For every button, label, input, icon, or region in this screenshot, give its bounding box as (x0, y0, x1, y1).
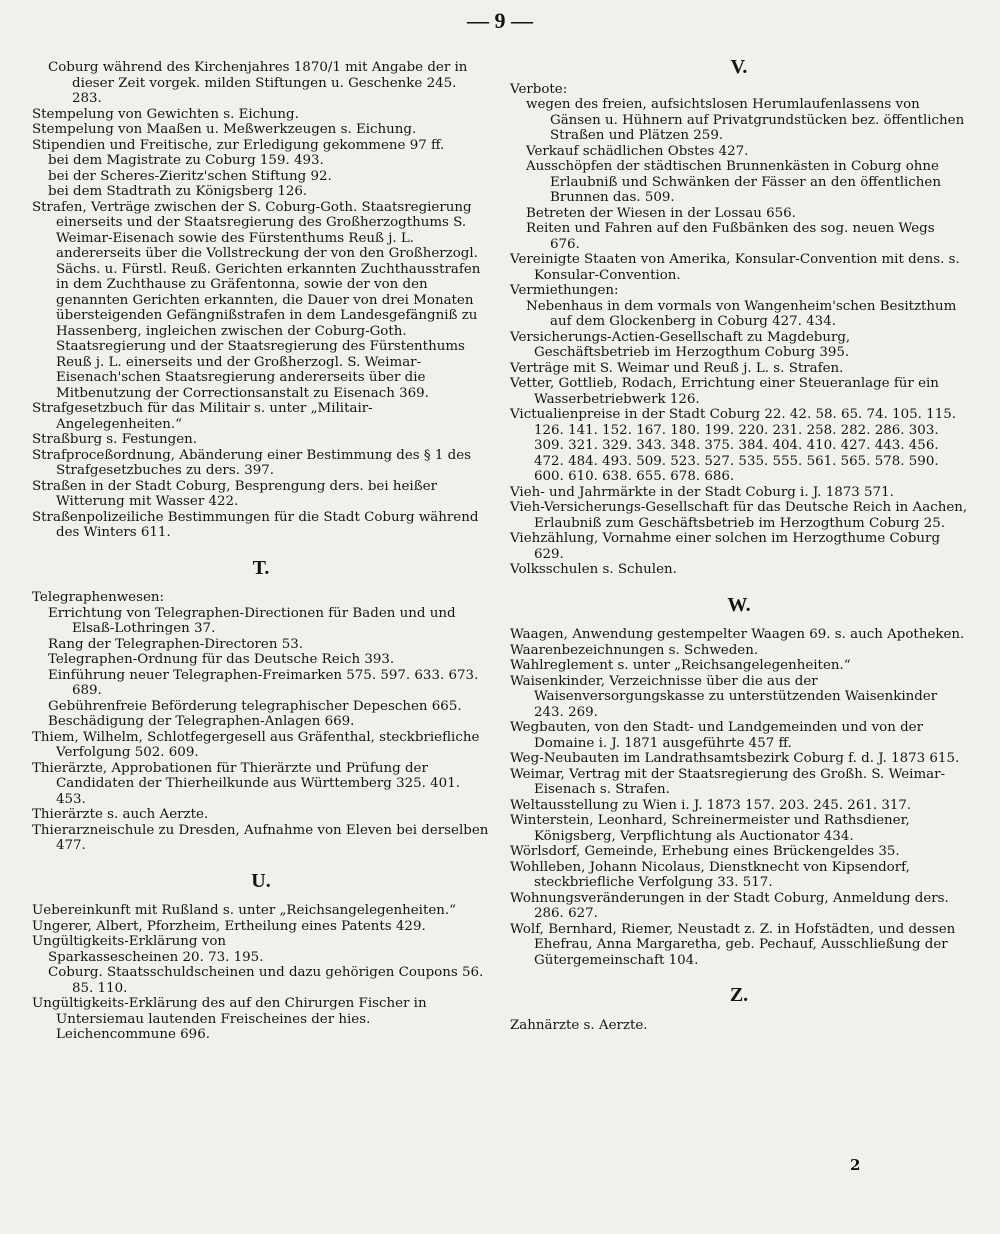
index-entry: Errichtung von Telegraphen-Directionen für Baden und und Elsaß-Lothringen 37. (48, 605, 456, 636)
index-entry: Ungültigkeits-Erklärung von (32, 934, 227, 949)
index-entry: Stipendien und Freitische, zur Erledigung gekommene 97 ff. (32, 137, 445, 153)
index-entry: Winterstein, Leonhard, Schreinermeister und Rathsdiener, Königsberg, Verpflichtung als Auctionator 434. (510, 813, 910, 844)
index-entry: Vieh-Versicherungs-Gesellschaft für das Deutsche Reich in Aachen, Erlaubniß zum Geschäftsbetrieb im Herzogthum Coburg 25. (510, 500, 968, 531)
index-entry: Coburg. Staatsschuldscheinen und dazu gehörigen Coupons 56. 85. 110. (48, 965, 484, 996)
index-entry: Weimar, Vertrag mit der Staatsregierung des Großh. S. Weimar-Eisenach s. Strafen. (510, 766, 946, 797)
index-entry: Ausschöpfen der städtischen Brunnenkästen in Coburg ohne Erlaubniß und Schwänken der Fässer an den öffentlichen Brunnen das. 509. (526, 159, 941, 205)
index-entry: Reiten und Fahren auf den Fußbänken des sog. neuen Wegs 676. (526, 221, 935, 252)
index-entry: Coburg während des Kirchenjahres 1870/1 mit Angabe der in dieser Zeit vorgek. milden Stiftungen u. Geschenke 245. 283. (48, 60, 468, 106)
index-entry: Versicherungs-Actien-Gesellschaft zu Magdeburg, Geschäftsbetrieb im Herzogthum Coburg 395. (510, 329, 851, 360)
index-entry: Verträge mit S. Weimar und Reuß j. L. s. Strafen. (510, 360, 844, 376)
index-entry: Straßen in der Stadt Coburg, Besprengung ders. bei heißer Witterung mit Wasser 422. (32, 478, 437, 509)
index-entry: Weg-Neubauten im Landrathsamtsbezirk Coburg f. d. J. 1873 615. (510, 751, 960, 766)
index-entry: Thierärzte, Approbationen für Thierärzte und Prüfung der Candidaten der Thierheilkunde aus Württemberg 325. 401. 453. (32, 760, 460, 807)
index-entry: Strafen, Verträge zwischen der S. Coburg-Goth. Staatsregierung einerseits und der Staatsregierung des Großherzogthums S. Weimar-Eisenach sowie des Fürstenthums Reuß j. L. andererseits über die Vollstreckung der von den Großherzogl. Sächs. u. Fürstl. Reuß. Gerichten erkannten Zuchthausstrafen in dem Zuchthause zu Gräfentonna, sowie der von den genannten Gerichten erkannten, die Dauer von drei Monaten übersteigenden Gefängnißstrafen in dem Landesgefängniß zu Hassenberg, ingleichen zwischen der Coburg-Goth. Staatsregierung und der Staatsregierung des Fürstenthums Reuß j. L. einerseits und der Großherzogl. S. Weimar-Eisenach'schen Staatsregierung andererseits über die Mitbenutzung der Correctionsanstalt zu Eisenach 369. (32, 199, 481, 401)
index-entry: Wegbauten, von den Stadt- und Landgemeinden und von der Domaine i. J. 1871 ausgeführte 457 ff. (510, 720, 923, 751)
index-entry: Ungerer, Albert, Pforzheim, Ertheilung eines Patents 429. (32, 918, 426, 934)
section-w-entries (510, 627, 968, 968)
index-entry: Gebührenfreie Beförderung telegraphischer Depeschen 665. (48, 698, 462, 714)
page-number: — 9 — (467, 8, 533, 33)
index-entry: Vieh- und Jahrmärkte in der Stadt Coburg i. J. 1873 571. (510, 484, 894, 500)
index-entry: Sparkassescheinen 20. 73. 195. (48, 949, 264, 965)
index-entry: Volksschulen s. Schulen. (510, 562, 677, 577)
index-entry: Verkauf schädlichen Obstes 427. (526, 143, 749, 159)
index-entry: bei dem Magistrate zu Coburg 159. 493. (48, 153, 324, 168)
index-entry: Zahnärzte s. Aerzte. (510, 1017, 648, 1033)
section-letter-w: W. (727, 593, 751, 616)
section-v-entries (510, 82, 968, 578)
index-entry: Verbote: (510, 81, 568, 97)
index-entry: bei der Scheres-Zieritz'schen Stiftung 92. (48, 168, 332, 184)
section-letter-u: U. (251, 869, 271, 892)
index-entry: Thierärzte s. auch Aerzte. (32, 807, 209, 822)
index-entry: Wörlsdorf, Gemeinde, Erhebung eines Brückengeldes 35. (510, 844, 900, 859)
section-s-entries (32, 60, 490, 541)
index-entry: Stempelung von Maaßen u. Meßwerkzeugen s. Eichung. (32, 122, 417, 137)
index-entry: Waisenkinder, Verzeichnisse über die aus der Waisenversorgungskasse zu unterstützenden Waisenkinder 243. 269. (510, 673, 938, 720)
index-entry: bei dem Stadtrath zu Königsberg 126. (48, 184, 308, 199)
right-column (510, 56, 968, 1033)
index-entry: Beschädigung der Telegraphen-Anlagen 669. (48, 714, 355, 729)
index-entry: Thiem, Wilhelm, Schlotfegergesell aus Gräfenthal, steckbriefliche Verfolgung 502. 609. (32, 729, 480, 760)
index-entry: Weltausstellung zu Wien i. J. 1873 157. 203. 245. 261. 317. (510, 797, 912, 813)
index-entry: Stempelung von Gewichten s. Eichung. (32, 106, 299, 122)
left-column (32, 60, 490, 1043)
index-entry: Einführung neuer Telegraphen-Freimarken 575. 597. 633. 673. 689. (48, 667, 479, 698)
signature-mark: 2 (850, 1156, 861, 1174)
index-entry: Betreten der Wiesen in der Lossau 656. (526, 205, 796, 221)
index-entry: Straßburg s. Festungen. (32, 432, 198, 447)
index-entry: Nebenhaus in dem vormals von Wangenheim'schen Besitzthum auf dem Glockenberg in Coburg 427. 434. (526, 298, 957, 329)
index-entry: Waarenbezeichnungen s. Schweden. (510, 642, 759, 658)
index-entry: Vereinigte Staaten von Amerika, Konsular-Convention mit dens. s. Konsular-Convention. (510, 252, 960, 283)
index-entry: Telegraphenwesen: (32, 590, 165, 605)
index-entry: Strafgesetzbuch für das Militair s. unter „Militair-Angelegenheiten.“ (32, 401, 373, 432)
index-entry: Waagen, Anwendung gestempelter Waagen 69. s. auch Apotheken. (510, 627, 965, 642)
index-entry: Wohnungsveränderungen in der Stadt Coburg, Anmeldung ders. 286. 627. (510, 890, 949, 921)
index-entry: Uebereinkunft mit Rußland s. unter „Reichsangelegenheiten.“ (32, 903, 456, 918)
index-entry: Viehzählung, Vornahme einer solchen im Herzogthume Coburg 629. (510, 531, 941, 562)
index-entry: Telegraphen-Ordnung für das Deutsche Reich 393. (48, 652, 395, 667)
section-letter-t: T. (252, 556, 270, 579)
index-entry: Wohlleben, Johann Nicolaus, Dienstknecht von Kipsendorf, steckbriefliche Verfolgung 33. 517. (510, 859, 910, 890)
section-t-entries (32, 590, 490, 854)
index-entry: Wolf, Bernhard, Riemer, Neustadt z. Z. in Hofstädten, und dessen Ehefrau, Anna Margaretha, geb. Pechauf, Ausschließung der Gütergemeinschaft 104. (510, 921, 956, 968)
section-u-entries (32, 903, 490, 1043)
index-entry: Thierarzneischule zu Dresden, Aufnahme von Eleven bei derselben 477. (32, 822, 489, 853)
index-entry: Vetter, Gottlieb, Rodach, Errichtung einer Steueranlage für ein Wasserbetriebwerk 126. (510, 376, 939, 407)
index-entry: Wahlreglement s. unter „Reichsangelegenheiten.“ (510, 658, 851, 673)
index-entry: Rang der Telegraphen-Directoren 53. (48, 636, 304, 652)
index-entry: Ungültigkeits-Erklärung des auf den Chirurgen Fischer in Untersiemau lautenden Freischeines der hies. Leichencommune 696. (32, 996, 427, 1042)
section-letter-z: Z. (729, 984, 749, 1006)
section-letter-v: V. (730, 56, 748, 78)
index-entry: wegen des freien, aufsichtslosen Herumlaufenlassens von Gänsen u. Hühnern auf Privatgrundstücken bez. öffentlichen Straßen und Plätzen 259. (526, 97, 965, 143)
index-entry: Straßenpolizeiliche Bestimmungen für die Stadt Coburg während des Winters 611. (32, 509, 479, 540)
section-z-entries (510, 1018, 968, 1034)
index-entry: Vermiethungen: (510, 283, 619, 298)
index-entry: Victualienpreise in der Stadt Coburg 22. 42. 58. 65. 74. 105. 115. 126. 141. 152. 167. 180. 199. 220. 231. 258. 282. 286. 303. 309. 321. 329. 343. 348. 375. 384. 404. 410. 427. 443. 456. 472. 484. 493. 509. 523. 527. 535. 555. 561. 565. 578. 590. 600. 610. 638. 655. 678. 686. (510, 407, 956, 484)
index-entry: Strafproceßordnung, Abänderung einer Bestimmung des § 1 des Strafgesetzbuches zu ders. 397. (32, 447, 472, 478)
